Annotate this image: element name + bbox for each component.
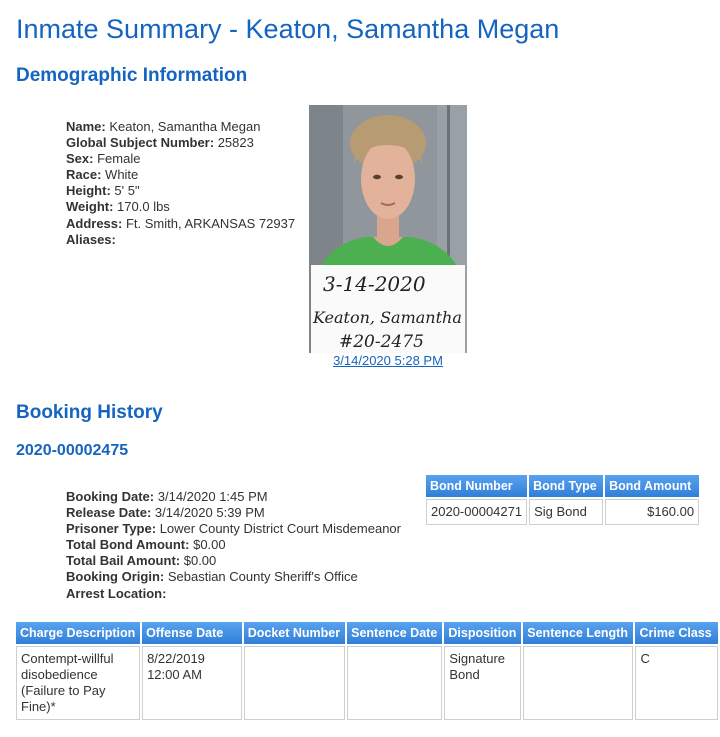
board-name-text: Keaton, Samantha <box>313 308 462 327</box>
bond-type-cell: Sig Bond <box>529 499 603 525</box>
field-booking-date: Booking Date: 3/14/2020 1:45 PM <box>66 489 268 504</box>
sentence-date-cell <box>347 646 442 720</box>
field-release-date: Release Date: 3/14/2020 5:39 PM <box>66 505 265 521</box>
field-total-bail-amount: Total Bail Amount: $0.00 <box>66 553 217 569</box>
header-bond-number: Bond Number <box>426 475 527 497</box>
field-aliases: Aliases: <box>66 231 116 247</box>
crime-class-cell: C <box>635 646 718 720</box>
photo-date-link[interactable]: 3/14/2020 5:28 PM <box>333 353 443 368</box>
bond-amount-cell: $160.00 <box>605 499 699 525</box>
bond-table-header <box>426 475 699 497</box>
header-charge-description: Charge Description <box>16 622 140 644</box>
header-bond-type: Bond Type <box>529 475 603 497</box>
header-docket-number: Docket Number <box>244 622 345 644</box>
header-sentence-length: Sentence Length <box>523 622 633 644</box>
field-race: Race: White <box>66 167 139 183</box>
charges-table-header <box>16 622 718 644</box>
header-sentence-date: Sentence Date <box>347 622 442 644</box>
booking-history-heading: Booking History <box>16 402 163 423</box>
field-sex: Sex: Female <box>66 151 141 167</box>
board-date-text: 3-14-2020 <box>323 272 426 296</box>
page-title: Inmate Summary - Keaton, Samantha Megan <box>16 14 560 44</box>
field-height: Height: 5' 5" <box>66 183 140 199</box>
bond-number-cell: 2020-00004271 <box>426 499 527 525</box>
header-bond-amount: Bond Amount <box>605 475 699 497</box>
field-name: Name: Keaton, Samantha Megan <box>66 119 261 134</box>
table-row <box>16 646 718 720</box>
field-arrest-location: Arrest Location: <box>66 585 167 601</box>
table-row <box>426 499 699 525</box>
field-weight: Weight: 170.0 lbs <box>66 199 170 215</box>
board-number-text: #20-2475 <box>339 332 424 352</box>
booking-number: 2020-00002475 <box>16 442 129 459</box>
mugshot-photo[interactable] <box>309 105 467 353</box>
demographic-fields <box>66 119 295 248</box>
field-global-subject-number: Global Subject Number: 25823 <box>66 135 254 151</box>
header-offense-date: Offense Date <box>142 622 242 644</box>
field-address: Address: Ft. Smith, ARKANSAS 72937 <box>66 215 296 231</box>
charges-table <box>14 620 720 722</box>
docket-number-cell <box>244 646 345 720</box>
charge-description-cell: Contempt-willful disobedience (Failure to Pay Fine)* <box>16 646 140 720</box>
demographics-heading: Demographic Information <box>16 65 248 86</box>
disposition-cell: Signature Bond <box>444 646 521 720</box>
offense-date-cell: 8/22/2019 12:00 AM <box>142 646 242 720</box>
field-booking-origin: Booking Origin: Sebastian County Sheriff's Office <box>66 569 358 585</box>
header-disposition: Disposition <box>444 622 521 644</box>
field-prisoner-type: Prisoner Type: Lower County District Court Misdemeanor <box>66 521 401 537</box>
field-total-bond-amount: Total Bond Amount: $0.00 <box>66 537 226 553</box>
header-crime-class: Crime Class <box>635 622 718 644</box>
bond-table <box>424 473 701 527</box>
booking-fields <box>66 489 401 602</box>
sentence-length-cell <box>523 646 633 720</box>
